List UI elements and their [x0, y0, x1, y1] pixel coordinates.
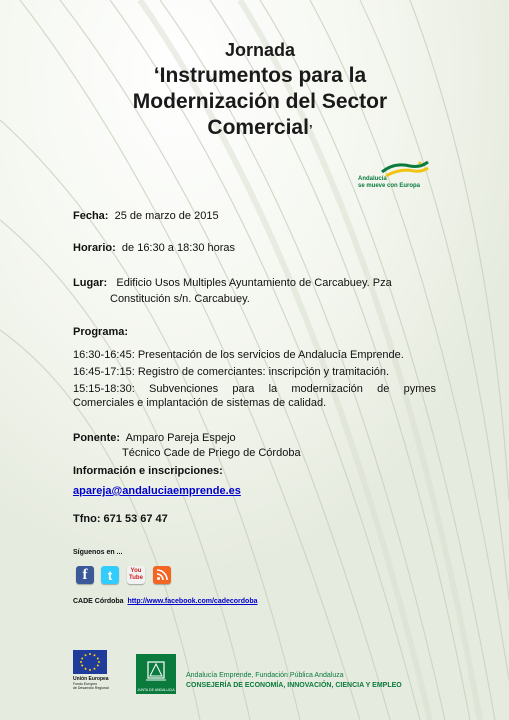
lugar-value-2: Constitución s/n. Carcabuey.	[110, 293, 250, 305]
facebook-icon[interactable]: f	[76, 566, 94, 584]
programa-item-3-text: 15:15-18:30: Subvenciones para la modernización de pymes	[73, 383, 436, 395]
logo-text-1: Andalucía	[358, 176, 387, 182]
junta-andalucia-logo	[136, 654, 176, 694]
title-line-4-text: Comercial	[207, 116, 309, 139]
lugar-row	[73, 276, 436, 291]
ponente-row	[73, 431, 236, 446]
horario-value: de 16:30 a 18:30 horas	[121, 242, 236, 254]
eu-flag-icon	[73, 650, 107, 674]
junta-text: JUNTA DE ANDALUCIA	[137, 688, 175, 692]
lugar-value-1: Edificio Usos Multiples Ayuntamiento de Carcabuey. Pza	[116, 277, 392, 289]
lugar-label: Lugar:	[73, 277, 108, 289]
programa-item: 16:30-16:45: Presentación de los servicios de Andalucía Emprende.	[73, 349, 404, 361]
ponente-name: Amparo Pareja Espejo	[125, 432, 236, 444]
twitter-icon[interactable]: t	[101, 566, 119, 584]
eu-logo	[73, 650, 109, 698]
phone: Tfno: 671 53 67 47	[73, 513, 168, 525]
horario-row	[73, 241, 235, 256]
ponente-role: Técnico Cade de Priego de Córdoba	[122, 447, 301, 459]
eu-text-3: de Desarrollo Regional	[73, 686, 109, 690]
fecha-row	[73, 209, 219, 224]
logo-text-2: se mueve con Europa	[358, 183, 421, 189]
programa-item: 16:45-17:15: Registro de comerciantes: inscripción y tramitación.	[73, 366, 390, 378]
ponente-label: Ponente:	[73, 432, 121, 444]
title-line-2: ‘Instrumentos para la	[153, 64, 367, 87]
title-line-4	[60, 115, 460, 143]
eu-text-1: Unión Europea	[73, 676, 109, 682]
cade-label: CADE Córdoba	[73, 598, 124, 605]
eu-text-2: Fondo Europeo	[73, 682, 98, 686]
andalucia-europa-logo	[358, 160, 438, 194]
title-jornada: Jornada	[224, 40, 296, 60]
rss-icon[interactable]	[153, 566, 171, 584]
org-line-2: CONSEJERÍA DE ECONOMÍA, INNOVACIÓN, CIENCIA Y EMPLEO	[186, 682, 402, 689]
fecha-value: 25 de marzo de 2015	[114, 210, 219, 222]
title-main	[60, 63, 460, 143]
youtube-icon-text: You Tube	[129, 568, 143, 581]
junta-emblem-icon	[136, 654, 176, 686]
rss-icon-glyph	[156, 569, 168, 581]
programa-item: Comerciales e implantación de sistemas de calidad.	[73, 397, 327, 409]
email-link[interactable]: apareja@andaluciaemprende.es	[73, 485, 241, 497]
horario-label: Horario:	[73, 242, 116, 254]
programa-item	[73, 382, 436, 397]
follow-label: Síguenos en ...	[73, 549, 123, 556]
cade-facebook-link[interactable]: http://www.facebook.com/cadecordoba	[127, 598, 258, 605]
fecha-label: Fecha:	[73, 210, 109, 222]
title-close-quote: ’	[308, 122, 313, 137]
info-label: Información e inscripciones:	[73, 465, 223, 477]
andalucia-logo-icon	[380, 160, 430, 178]
cade-row	[73, 594, 258, 609]
org-line-1: Andalucía Emprende, Fundación Pública Andaluza	[186, 672, 344, 679]
youtube-icon[interactable]	[127, 566, 145, 584]
title-line-3: Modernización del Sector	[132, 90, 388, 113]
programa-label: Programa:	[73, 326, 129, 338]
